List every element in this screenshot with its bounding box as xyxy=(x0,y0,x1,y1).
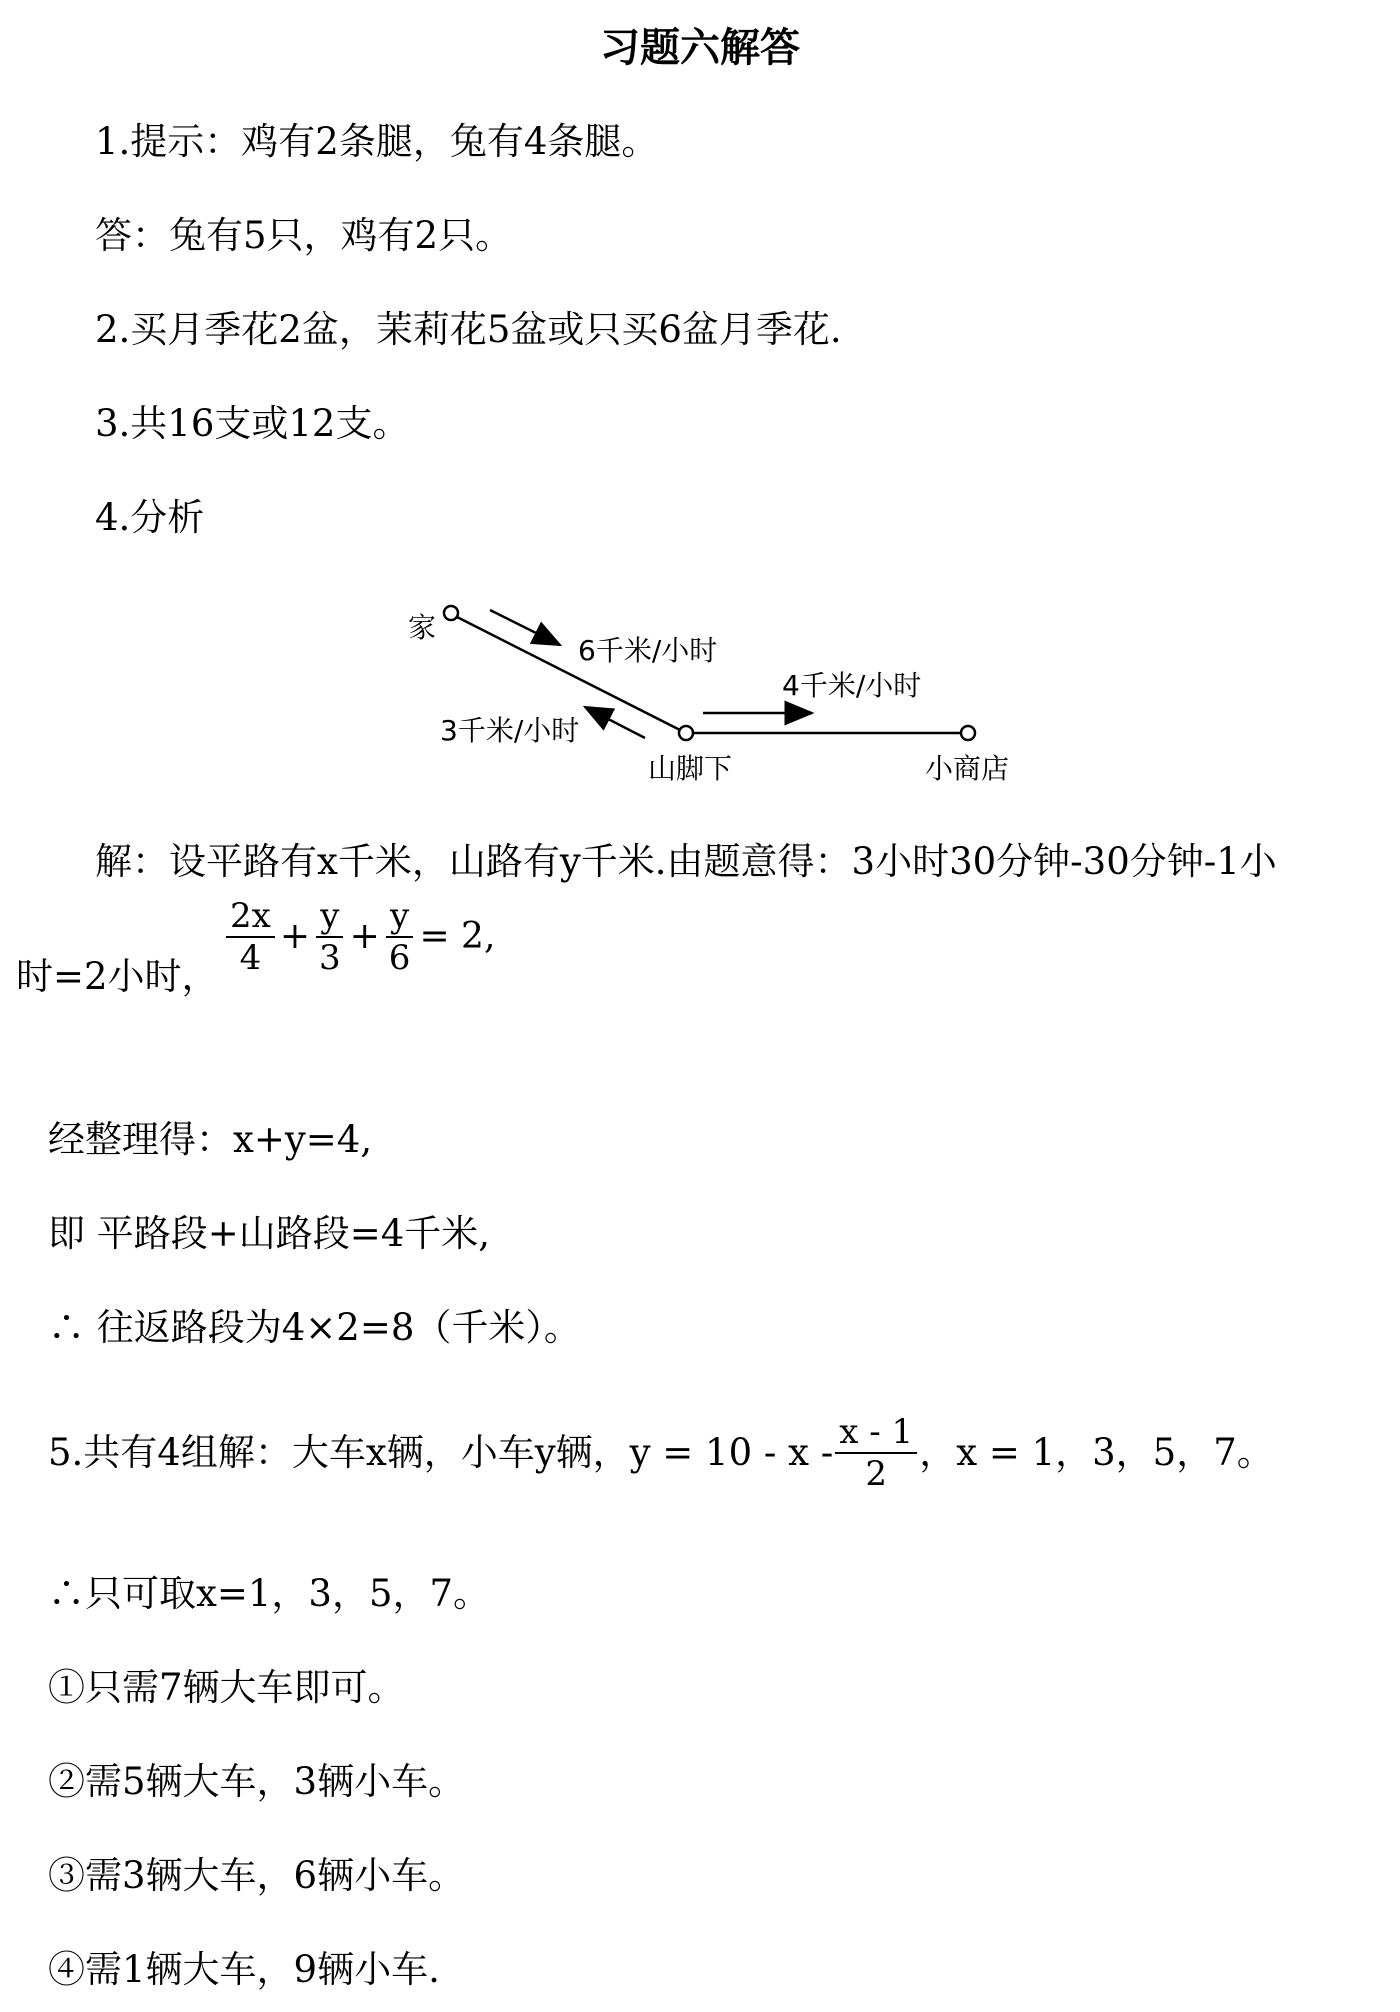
option-1: ①只需7辆大车即可。 xyxy=(48,1666,405,1709)
up-arrow xyxy=(585,707,645,738)
home-label: 家 xyxy=(408,611,437,644)
speed-down-label: 6千米/小时 xyxy=(578,634,718,667)
route-diagram xyxy=(0,590,1400,800)
q2-answer: 2.买月季花2盆，茉莉花5盆或只买6盆月季花. xyxy=(95,308,842,351)
option-3: ③需3辆大车，6辆小车。 xyxy=(48,1854,466,1897)
speed-up-label: 3千米/小时 xyxy=(440,714,580,747)
q1-hint: 1.提示：鸡有2条腿，兔有4条腿。 xyxy=(95,120,659,163)
q5-line xyxy=(48,1412,1274,1494)
option-4: ④需1辆大车，9辆小车. xyxy=(48,1948,440,1991)
equation-rhs: = 2, xyxy=(419,916,496,957)
foot-node xyxy=(679,726,693,740)
fraction-2x-4: $\frac{2x}{4}$ xyxy=(226,896,275,978)
shop-label: 小商店 xyxy=(925,752,1010,785)
home-node xyxy=(444,606,458,620)
q5-only: ∴只可取x=1，3，5，7。 xyxy=(48,1572,491,1615)
q1-answer: 答：兔有5只，鸡有2只。 xyxy=(95,214,513,257)
solution-line-2-prefix: 时=2小时， xyxy=(16,955,219,998)
page-title: 习题六解答 xyxy=(600,25,800,71)
q5-prefix: 5.共有4组解：大车x辆，小车y辆，y = 10 - x - xyxy=(48,1431,834,1474)
plus-sign: + xyxy=(279,916,310,957)
therefore-line: ∴ 往返路段为4×2=8（千米）。 xyxy=(48,1306,581,1349)
simplified-equation: 经整理得：x+y=4, xyxy=(48,1118,373,1161)
meaning-line: 即 平路段+山路段=4千米, xyxy=(48,1212,491,1255)
q5-suffix: ，x = 1，3，5，7。 xyxy=(919,1431,1274,1474)
q3-answer: 3.共16支或12支。 xyxy=(95,402,410,445)
option-2: ②需5辆大车，3辆小车。 xyxy=(48,1760,466,1803)
q4-label: 4.分析 xyxy=(95,496,205,539)
plus-sign: + xyxy=(349,916,380,957)
foot-label: 山脚下 xyxy=(648,752,733,785)
fraction-y-6: $\frac{y}{6}$ xyxy=(385,896,415,978)
speed-flat-label: 4千米/小时 xyxy=(782,669,922,702)
equation xyxy=(224,896,498,978)
solution-line-1: 解：设平路有x千米，山路有y千米.由题意得：3小时30分钟-30分钟-1小 xyxy=(95,840,1277,883)
fraction-x-minus-1-over-2: $\frac{x - 1}{2}$ xyxy=(835,1412,917,1494)
shop-node xyxy=(961,726,975,740)
fraction-y-3: $\frac{y}{3}$ xyxy=(315,896,345,978)
